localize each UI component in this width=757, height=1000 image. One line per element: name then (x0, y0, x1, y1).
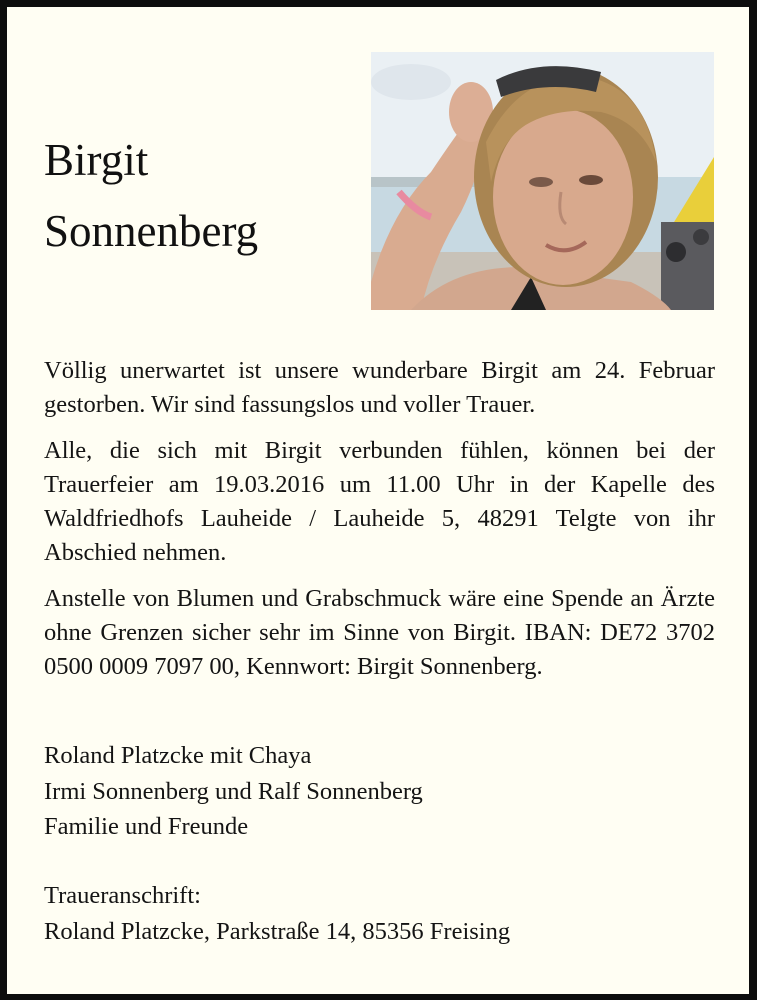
portrait-photo (371, 52, 714, 310)
donation-request: Anstelle von Blumen und Grabschmuck wäre eine Spende an Ärzte ohne Grenzen sicher sehr im Sinne von Birgit. IBAN: DE72 3702 0500 0009 7097 00, Kennwort: Birgit Sonnenberg. (44, 585, 715, 680)
funeral-details: Alle, die sich mit Birgit verbunden fühlen, können bei der Trauerfeier am 19.03.2016 um 11.00 Uhr in der Kapelle des Waldfriedhofs Lauheide / Lauheide 5, 48291 Telgte von ihr Abschied nehmen. (44, 437, 715, 566)
address-value: Roland Platzcke, Parkstraße 14, 85356 Freising (44, 917, 511, 945)
signature-line: Familie und Freunde (44, 813, 249, 840)
deceased-name (44, 125, 258, 267)
mourning-address (44, 878, 715, 949)
signatures (44, 738, 715, 845)
notice-body (44, 354, 715, 696)
death-announcement: Völlig unerwartet ist unsere wunderbare Birgit am 24. Februar gestorben. Wir sind fassungslos und voller Trauer. (44, 357, 715, 418)
first-name: Birgit (44, 135, 149, 185)
signature-line: Roland Platzcke mit Chaya (44, 742, 312, 769)
signature-line: Irmi Sonnenberg und Ralf Sonnenberg (44, 777, 423, 805)
last-name: Sonnenberg (44, 206, 259, 256)
address-label: Traueranschrift: (44, 882, 201, 909)
